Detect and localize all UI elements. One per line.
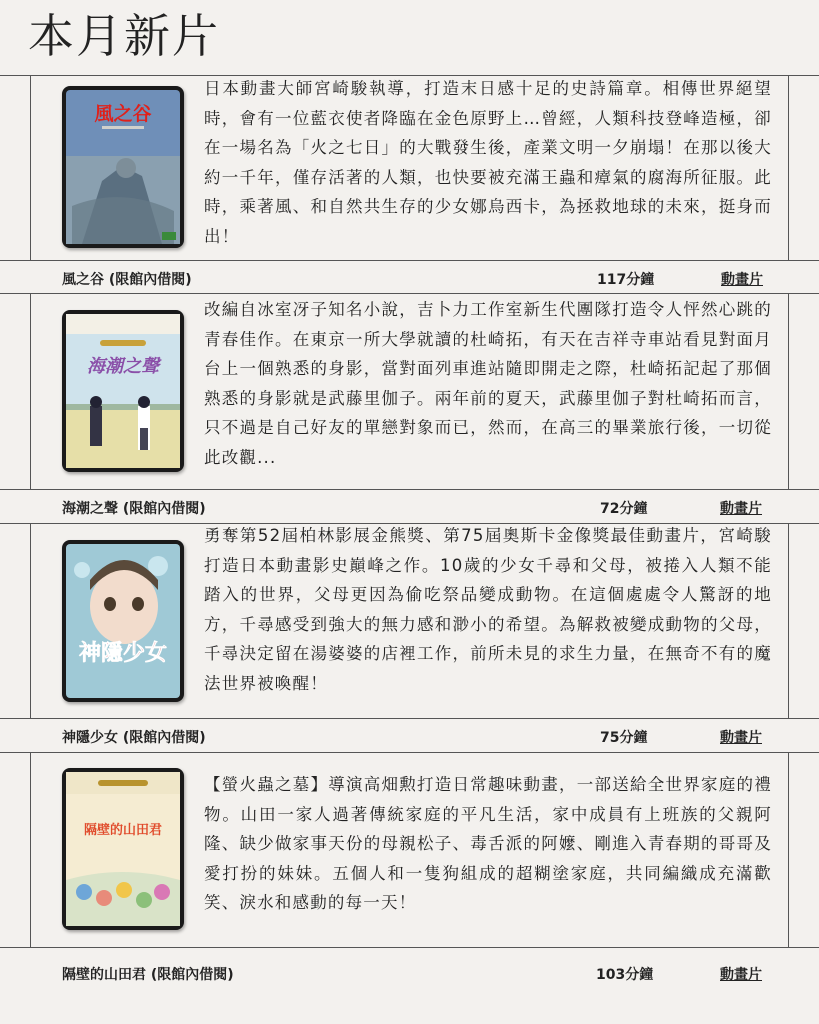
film-duration: 117分鐘 xyxy=(597,272,655,288)
divider xyxy=(30,293,31,489)
film-genre-link[interactable]: 動畫片 xyxy=(720,967,762,983)
film-cover[interactable] xyxy=(62,86,184,248)
cover-title: 海潮之聲 xyxy=(87,356,159,377)
divider xyxy=(30,752,31,947)
film-description: 【螢火蟲之墓】導演高畑勲打造日常趣味動畫，一部送給全世界家庭的禮物。山田一家人過著傳統家庭的平凡生活，家中成員有上班族的父親阿隆、缺少做家事天份的母親松子、毒舌派的阿嬤、剛進入青春期的哥哥及愛打扮的妹妹。五個人和一隻狗組成的超糊塗家庭，共同編織成充滿歡笑、淚水和感動的每一天！ xyxy=(204,775,772,912)
film-genre-link[interactable]: 動畫片 xyxy=(720,501,762,517)
divider xyxy=(788,75,789,260)
cover-title: 神隱少女 xyxy=(78,641,168,666)
divider xyxy=(0,489,819,490)
divider xyxy=(788,293,789,489)
film-name: 隔壁的山田君 (限館內借閱) xyxy=(62,967,234,983)
film-description: 改編自冰室冴子知名小說，吉卜力工作室新生代團隊打造令人怦然心跳的青春佳作。在東京一所大學就讀的杜崎拓，有天在吉祥寺車站看見對面月台上一個熟悉的身影，當對面列車進站隨即開走之際，杜崎拓記起了那個熟悉的身影就是武藤里伽子。兩年前的夏天，武藤里伽子對杜崎拓而言，只不過是自己好友的單戀對象而已，然而，在高三的畢業旅行後，一切從此改觀... xyxy=(204,300,772,467)
film-name: 神隱少女 (限館內借閱) xyxy=(62,730,206,746)
film-duration: 72分鐘 xyxy=(600,501,648,517)
divider xyxy=(788,752,789,947)
divider xyxy=(0,752,819,753)
film-name: 海潮之聲 (限館內借閱) xyxy=(62,501,206,517)
film-cover[interactable] xyxy=(62,310,184,472)
divider xyxy=(30,75,31,260)
divider xyxy=(788,523,789,718)
film-genre-link[interactable]: 動畫片 xyxy=(720,730,762,746)
divider xyxy=(0,718,819,719)
film-description: 勇奪第52屆柏林影展金熊獎、第75屆奧斯卡金像獎最佳動畫片，宮崎駿打造日本動畫影史巔峰之作。10歲的少女千尋和父母，被捲入人類不能踏入的世界，父母更因為偷吃祭品變成動物。在這個處處令人驚訝的地方，千尋感受到強大的無力感和渺小的希望。為解救被變成動物的父母，千尋決定留在湯婆婆的店裡工作，前所未見的求生力量，在無奇不有的魔法世界被喚醒！ xyxy=(204,526,772,693)
page-title: 本月新片 xyxy=(28,9,220,63)
film-description: 日本動畫大師宮崎駿執導，打造末日感十足的史詩篇章。相傳世界絕望時，會有一位藍衣使者降臨在金色原野上…曾經，人類科技登峰造極，卻在一場名為「火之七日」的大戰發生後，產業文明一夕崩塌！在那以後大約一千年，僅存活著的人類，也快要被充滿王蟲和瘴氣的腐海所征服。此時，乘著風、和自然共生存的少女娜烏西卡，為拯救地球的未來，挺身而出！ xyxy=(204,79,772,246)
film-cover[interactable] xyxy=(62,540,184,702)
film-duration: 103分鐘 xyxy=(596,967,654,983)
film-name: 風之谷 (限館內借閱) xyxy=(62,272,192,288)
divider xyxy=(0,293,819,294)
cover-title: 風之谷 xyxy=(94,103,152,125)
divider xyxy=(0,260,819,261)
cover-title: 隔壁的山田君 xyxy=(83,823,163,838)
divider xyxy=(0,947,819,948)
film-genre-link[interactable]: 動畫片 xyxy=(721,272,763,288)
film-duration: 75分鐘 xyxy=(600,730,648,746)
divider xyxy=(30,523,31,718)
film-cover[interactable] xyxy=(62,768,184,930)
